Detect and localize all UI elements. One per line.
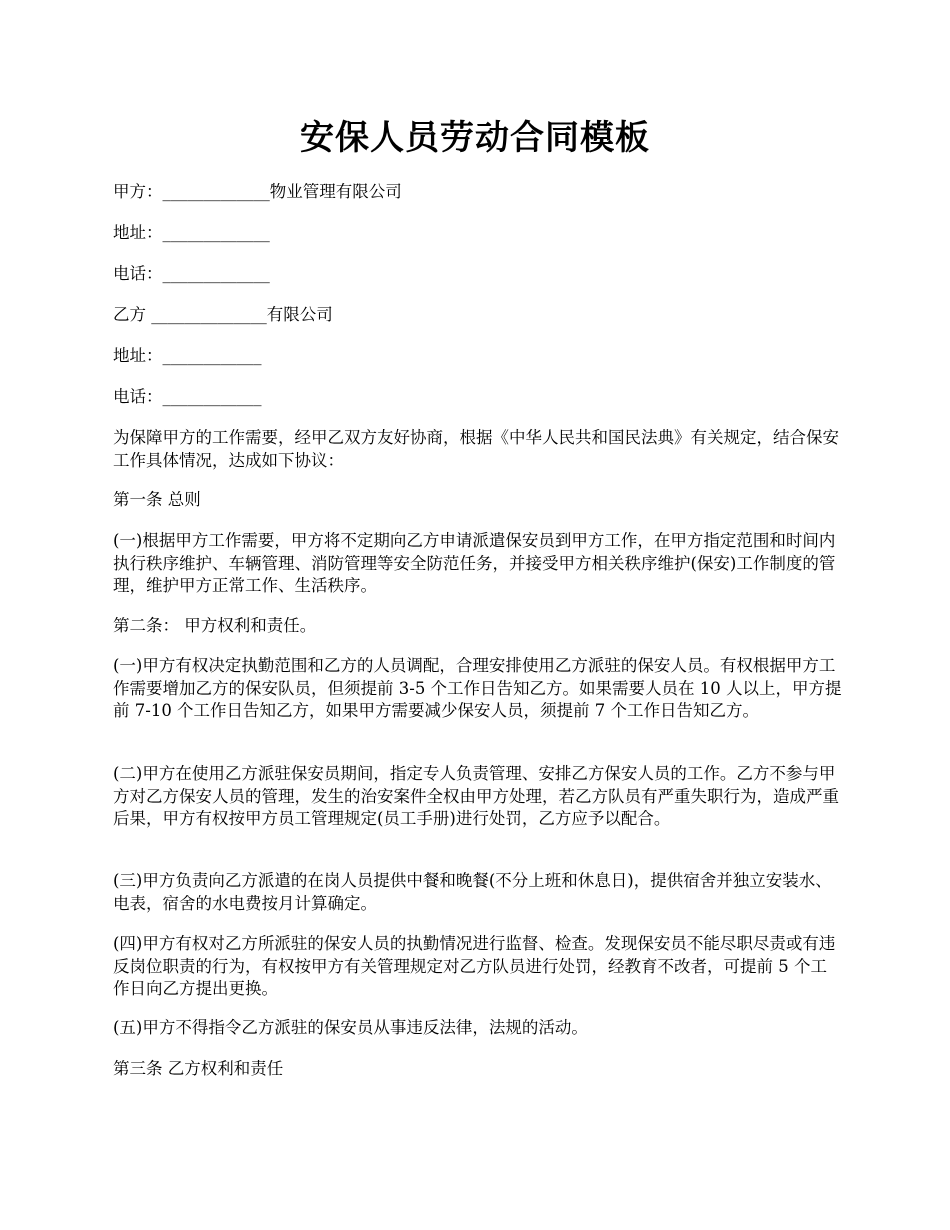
article-1-clause-1: (一)根据甲方工作需要，甲方将不定期向乙方申请派遣保安员到甲方工作，在甲方指定范围和时间内执行秩序维护、车辆管理、消防管理等安全防范任务，并接受甲方相关秩序维护(保安)工作制度的管理，维护甲方正常工作、生活秩序。 — [113, 531, 836, 595]
party-b-address: 地址：____________ — [113, 346, 262, 365]
preamble-paragraph: 为保障甲方的工作需要，经甲乙双方友好协商，根据《中华人民共和国民法典》有关规定，结合保安工作具体情况，达成如下协议： — [113, 428, 839, 470]
article-2-clause-1: (一)甲方有权决定执勤范围和乙方的人员调配，合理安排使用乙方派驻的保安人员。有权根据甲方工作需要增加乙方的保安队员，但须提前 3-5 个工作日告知乙方。如果需要人员在 10 人以上，甲方提前 7-10 个工作日告知乙方，如果甲方需要减少保安人员，须提前 7 个工作日告知乙方。 — [113, 656, 842, 720]
party-a-address: 地址：_____________ — [113, 223, 270, 242]
party-b-name: 乙方 ______________有限公司 — [113, 305, 333, 324]
party-a-name: 甲方：_____________物业管理有限公司 — [113, 182, 402, 201]
article-2-clause-4: (四)甲方有权对乙方所派驻的保安人员的执勤情况进行监督、检查。发现保安员不能尽职尽责或有违反岗位职责的行为，有权按甲方有关管理规定对乙方队员进行处罚，经教育不改者，可提前 5 个工作日向乙方提出更换。 — [113, 934, 836, 998]
article-2-heading: 第二条： 甲方权利和责任。 — [113, 616, 317, 635]
party-b-phone: 电话：____________ — [113, 387, 262, 406]
article-2-clause-3: (三)甲方负责向乙方派遣的在岗人员提供中餐和晚餐(不分上班和休息日)，提供宿舍并独立安装水、电表，宿舍的水电费按月计算确定。 — [113, 871, 832, 913]
article-3-heading: 第三条 乙方权利和责任 — [113, 1059, 284, 1078]
document-title: 安保人员劳动合同模板 — [300, 118, 650, 158]
party-a-phone: 电话：_____________ — [113, 264, 270, 283]
article-2-clause-5: (五)甲方不得指令乙方派驻的保安员从事违反法律，法规的活动。 — [113, 1018, 588, 1037]
article-1-heading: 第一条 总则 — [113, 490, 201, 509]
article-2-clause-2: (二)甲方在使用乙方派驻保安员期间，指定专人负责管理、安排乙方保安人员的工作。乙方不参与甲方对乙方保安人员的管理，发生的治安案件全权由甲方处理，若乙方队员有严重失职行为，造成严重后果，甲方有权按甲方员工管理规定(员工手册)进行处罚，乙方应予以配合。 — [113, 764, 839, 828]
